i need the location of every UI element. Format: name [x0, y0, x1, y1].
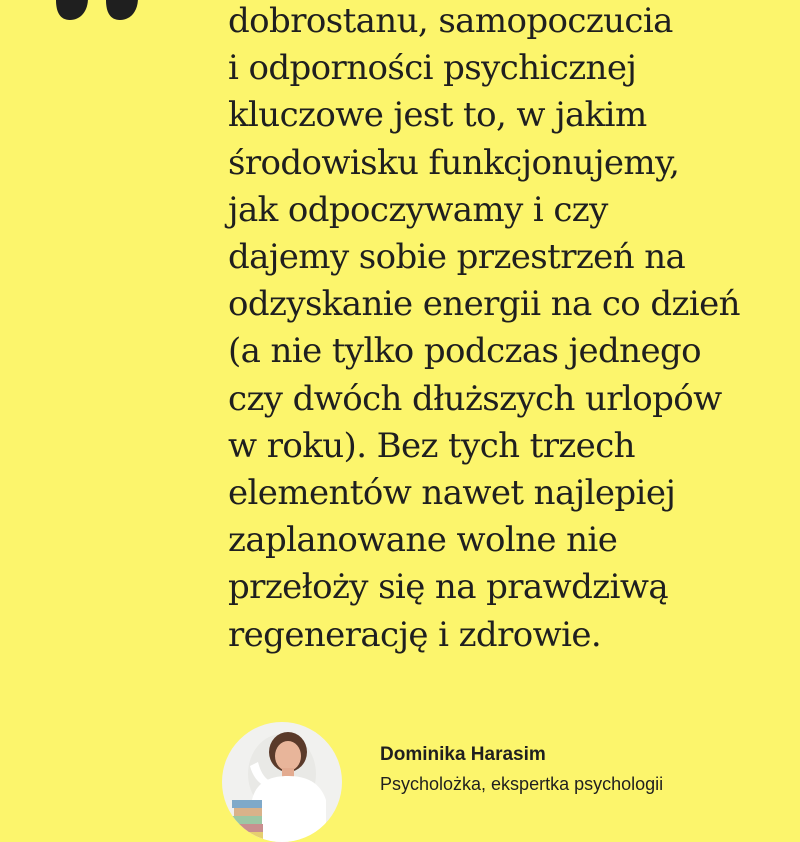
- author-card: [222, 722, 800, 812]
- quote-line: i odporności psychicznej: [228, 48, 637, 89]
- quote-line: elementów nawet najlepiej: [228, 473, 676, 514]
- quote-line: (a nie tylko podczas jednego: [228, 331, 702, 372]
- quote-line: w roku). Bez tych trzech: [228, 425, 635, 466]
- quote-line: dobrostanu, samopoczucia: [228, 1, 673, 41]
- quote-line: odzyskanie energii na co dzień: [228, 284, 740, 325]
- quote-line: przełoży się na prawdziwą: [228, 567, 669, 608]
- quotation-mark-icon: [52, 0, 144, 22]
- author-role: Psycholożka, ekspertka psychologii: [380, 774, 664, 794]
- quote-line: dajemy sobie przestrzeń na: [228, 237, 686, 278]
- author-avatar: [222, 722, 342, 842]
- quote-line: kluczowe jest to, w jakim: [228, 95, 647, 136]
- quote-line: regenerację i zdrowie.: [228, 614, 602, 655]
- quote-line: zaplanowane wolne nie: [228, 520, 618, 561]
- quote-line: środowisku funkcjonujemy,: [228, 142, 680, 183]
- quote-text: [228, 0, 788, 659]
- quote-line: czy dwóch dłuższych urlopów: [228, 378, 722, 419]
- quote-line: jak odpoczywamy i czy: [228, 189, 608, 230]
- author-name: Dominika Harasim: [380, 744, 546, 765]
